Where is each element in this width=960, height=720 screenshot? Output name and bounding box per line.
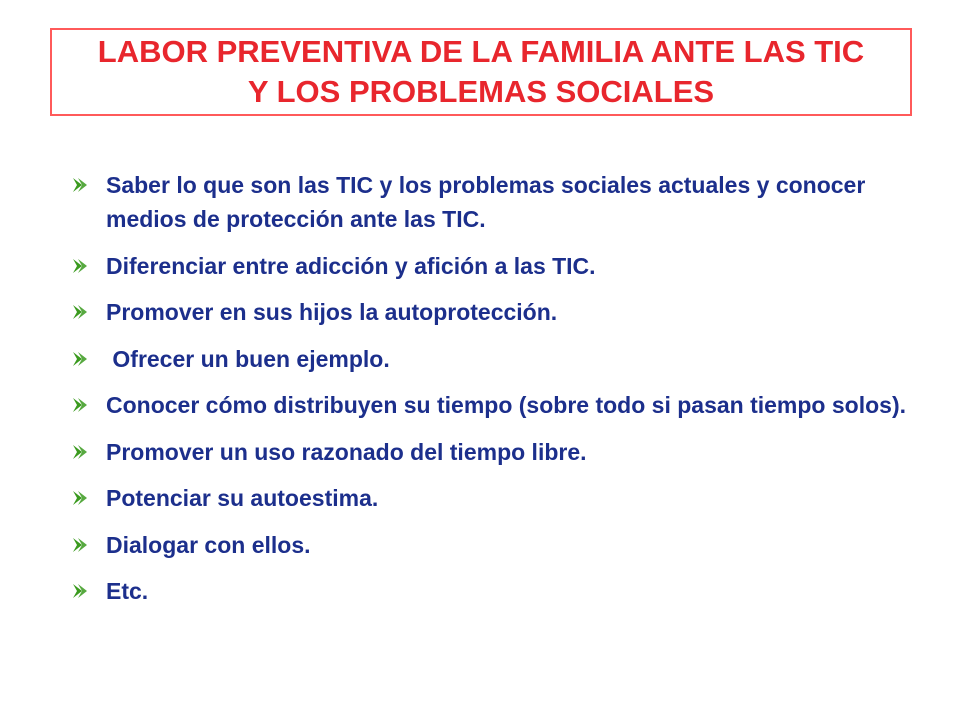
arrow-check-bullet-icon xyxy=(72,396,92,414)
arrow-check-bullet-icon xyxy=(72,489,92,507)
bullet-text: Dialogar con ellos. xyxy=(106,531,311,558)
bullet-list xyxy=(72,168,922,621)
arrow-check-bullet-icon xyxy=(72,176,92,194)
bullet-item xyxy=(72,528,922,562)
bullet-text: Diferenciar entre adicción y afición a las TIC. xyxy=(106,252,596,279)
title-box xyxy=(50,28,912,116)
bullet-text: Conocer cómo distribuyen su tiempo (sobre todo si pasan tiempo solos). xyxy=(106,392,906,418)
arrow-check-bullet-icon xyxy=(72,443,92,461)
title-line-2: Y LOS PROBLEMAS SOCIALES xyxy=(247,74,715,109)
arrow-check-bullet-icon xyxy=(72,257,92,275)
bullet-item xyxy=(72,342,922,376)
bullet-text: Potenciar su autoestima. xyxy=(106,485,379,511)
bullet-item xyxy=(72,481,922,515)
arrow-check-bullet-icon xyxy=(72,303,92,321)
bullet-item xyxy=(72,435,922,469)
bullet-text: Promover en sus hijos la autoprotección. xyxy=(106,299,558,325)
bullet-item xyxy=(72,249,922,283)
arrow-check-bullet-icon xyxy=(72,350,92,368)
bullet-item xyxy=(72,574,922,608)
bullet-text: Etc. xyxy=(106,578,149,604)
bullet-item xyxy=(72,295,922,329)
arrow-check-bullet-icon xyxy=(72,536,92,554)
bullet-text: Ofrecer un buen ejemplo. xyxy=(106,345,390,372)
bullet-text: Promover un uso razonado del tiempo libre. xyxy=(106,438,587,465)
title-line-1: LABOR PREVENTIVA DE LA FAMILIA ANTE LAS TIC xyxy=(97,34,865,69)
arrow-check-bullet-icon xyxy=(72,582,92,600)
bullet-item xyxy=(72,168,922,236)
bullet-item xyxy=(72,388,922,422)
slide-title xyxy=(52,32,910,112)
bullet-text: Saber lo que son las TIC y los problemas sociales actuales y conocer medios de protección ante las TIC. xyxy=(106,172,866,232)
